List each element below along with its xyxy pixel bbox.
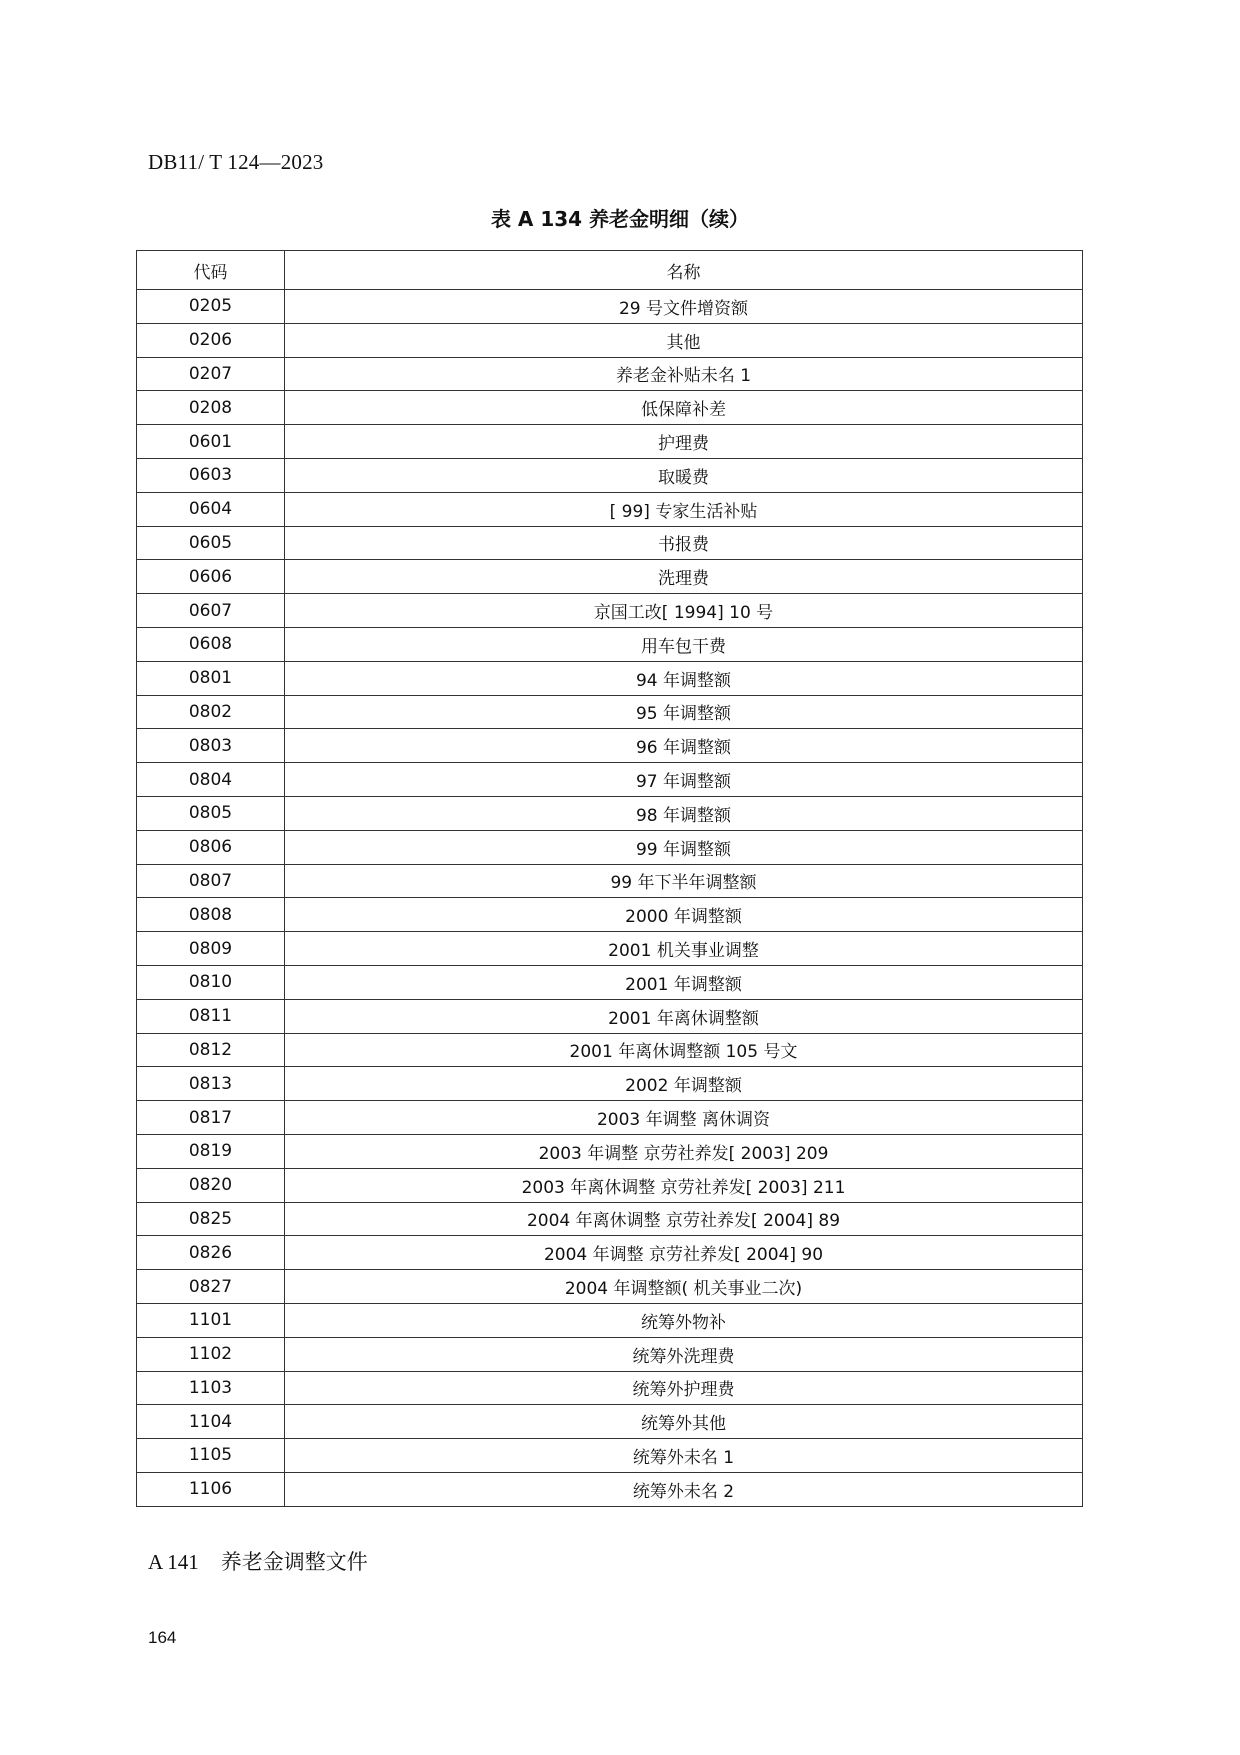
cell-code: 0808 (137, 898, 285, 932)
cell-name: 2004 年调整额( 机关事业二次) (285, 1270, 1083, 1304)
table-row (137, 999, 1083, 1033)
table-body (137, 290, 1083, 1507)
cell-name: 统筹外洗理费 (285, 1337, 1083, 1371)
cell-name: 书报费 (285, 526, 1083, 560)
table-row (137, 1168, 1083, 1202)
table-row (137, 1337, 1083, 1371)
table-row (137, 1303, 1083, 1337)
table-row (137, 425, 1083, 459)
cell-name: 京国工改[ 1994] 10 号 (285, 594, 1083, 628)
cell-name: 统筹外未名 1 (285, 1439, 1083, 1473)
table-row (137, 661, 1083, 695)
cell-code: 0606 (137, 560, 285, 594)
table-header-row (137, 251, 1083, 290)
cell-code: 1105 (137, 1439, 285, 1473)
section-number: A 141 (148, 1550, 199, 1574)
table-row (137, 796, 1083, 830)
cell-code: 0827 (137, 1270, 285, 1304)
cell-code: 0601 (137, 425, 285, 459)
cell-name: 2003 年调整 离休调资 (285, 1101, 1083, 1135)
table-row (137, 594, 1083, 628)
cell-code: 0825 (137, 1202, 285, 1236)
table-row (137, 729, 1083, 763)
cell-code: 0806 (137, 830, 285, 864)
table-row (137, 1134, 1083, 1168)
cell-code: 0801 (137, 661, 285, 695)
cell-code: 0605 (137, 526, 285, 560)
cell-name: 2000 年调整额 (285, 898, 1083, 932)
table-row (137, 695, 1083, 729)
table-row (137, 458, 1083, 492)
column-header-name: 名称 (285, 251, 1083, 290)
table-row (137, 323, 1083, 357)
cell-name: 护理费 (285, 425, 1083, 459)
cell-name: 2003 年调整 京劳社养发[ 2003] 209 (285, 1134, 1083, 1168)
cell-code: 0819 (137, 1134, 285, 1168)
cell-name: 统筹外护理费 (285, 1371, 1083, 1405)
column-header-code: 代码 (137, 251, 285, 290)
cell-name: 99 年调整额 (285, 830, 1083, 864)
cell-name: 洗理费 (285, 560, 1083, 594)
cell-name: 低保障补差 (285, 391, 1083, 425)
cell-name: 95 年调整额 (285, 695, 1083, 729)
table-row (137, 1101, 1083, 1135)
cell-name: 其他 (285, 323, 1083, 357)
table-row (137, 830, 1083, 864)
table-row (137, 1236, 1083, 1270)
cell-name: [ 99] 专家生活补贴 (285, 492, 1083, 526)
cell-code: 0208 (137, 391, 285, 425)
table-row (137, 560, 1083, 594)
cell-code: 0826 (137, 1236, 285, 1270)
table-row (137, 492, 1083, 526)
table-row (137, 1067, 1083, 1101)
cell-name: 94 年调整额 (285, 661, 1083, 695)
cell-code: 0205 (137, 290, 285, 324)
cell-name: 99 年下半年调整额 (285, 864, 1083, 898)
table-row (137, 763, 1083, 797)
cell-code: 0603 (137, 458, 285, 492)
cell-name: 统筹外未名 2 (285, 1472, 1083, 1506)
table-row (137, 1270, 1083, 1304)
table-row (137, 965, 1083, 999)
cell-code: 0803 (137, 729, 285, 763)
table-row (137, 1472, 1083, 1506)
cell-name: 2002 年调整额 (285, 1067, 1083, 1101)
section-heading (148, 1546, 368, 1576)
cell-name: 2001 年离休调整额 105 号文 (285, 1033, 1083, 1067)
cell-name: 29 号文件增资额 (285, 290, 1083, 324)
cell-name: 96 年调整额 (285, 729, 1083, 763)
table-title: 表 A 134 养老金明细（续） (490, 207, 750, 231)
section-title: 养老金调整文件 (220, 1550, 368, 1574)
cell-name: 统筹外其他 (285, 1405, 1083, 1439)
cell-code: 0817 (137, 1101, 285, 1135)
table-row (137, 290, 1083, 324)
pension-detail-table (136, 250, 1083, 1507)
cell-code: 0811 (137, 999, 285, 1033)
document-code: DB11/ T 124—2023 (148, 150, 324, 174)
cell-name: 97 年调整额 (285, 763, 1083, 797)
cell-code: 0820 (137, 1168, 285, 1202)
cell-code: 0607 (137, 594, 285, 628)
cell-code: 0804 (137, 763, 285, 797)
cell-code: 1106 (137, 1472, 285, 1506)
page-number: 164 (148, 1628, 177, 1647)
cell-name: 2004 年调整 京劳社养发[ 2004] 90 (285, 1236, 1083, 1270)
cell-code: 0812 (137, 1033, 285, 1067)
cell-code: 0802 (137, 695, 285, 729)
cell-code: 0809 (137, 932, 285, 966)
cell-code: 0608 (137, 627, 285, 661)
pension-detail-table-container (136, 250, 1082, 1507)
table-row (137, 864, 1083, 898)
cell-code: 1102 (137, 1337, 285, 1371)
cell-name: 养老金补贴未名 1 (285, 357, 1083, 391)
cell-name: 2004 年离休调整 京劳社养发[ 2004] 89 (285, 1202, 1083, 1236)
cell-code: 0810 (137, 965, 285, 999)
cell-code: 1103 (137, 1371, 285, 1405)
table-row (137, 1371, 1083, 1405)
table-row (137, 391, 1083, 425)
table-row (137, 1033, 1083, 1067)
cell-code: 0604 (137, 492, 285, 526)
table-row (137, 932, 1083, 966)
cell-name: 2001 机关事业调整 (285, 932, 1083, 966)
table-row (137, 526, 1083, 560)
cell-code: 0207 (137, 357, 285, 391)
cell-name: 2001 年离休调整额 (285, 999, 1083, 1033)
table-row (137, 1405, 1083, 1439)
cell-code: 0813 (137, 1067, 285, 1101)
table-row (137, 1202, 1083, 1236)
cell-code: 0206 (137, 323, 285, 357)
cell-code: 1101 (137, 1303, 285, 1337)
table-row (137, 898, 1083, 932)
cell-name: 98 年调整额 (285, 796, 1083, 830)
table-row (137, 1439, 1083, 1473)
cell-name: 取暖费 (285, 458, 1083, 492)
cell-name: 2003 年离休调整 京劳社养发[ 2003] 211 (285, 1168, 1083, 1202)
table-row (137, 357, 1083, 391)
cell-name: 统筹外物补 (285, 1303, 1083, 1337)
cell-name: 用车包干费 (285, 627, 1083, 661)
table-row (137, 627, 1083, 661)
cell-code: 0805 (137, 796, 285, 830)
cell-code: 1104 (137, 1405, 285, 1439)
cell-code: 0807 (137, 864, 285, 898)
cell-name: 2001 年调整额 (285, 965, 1083, 999)
